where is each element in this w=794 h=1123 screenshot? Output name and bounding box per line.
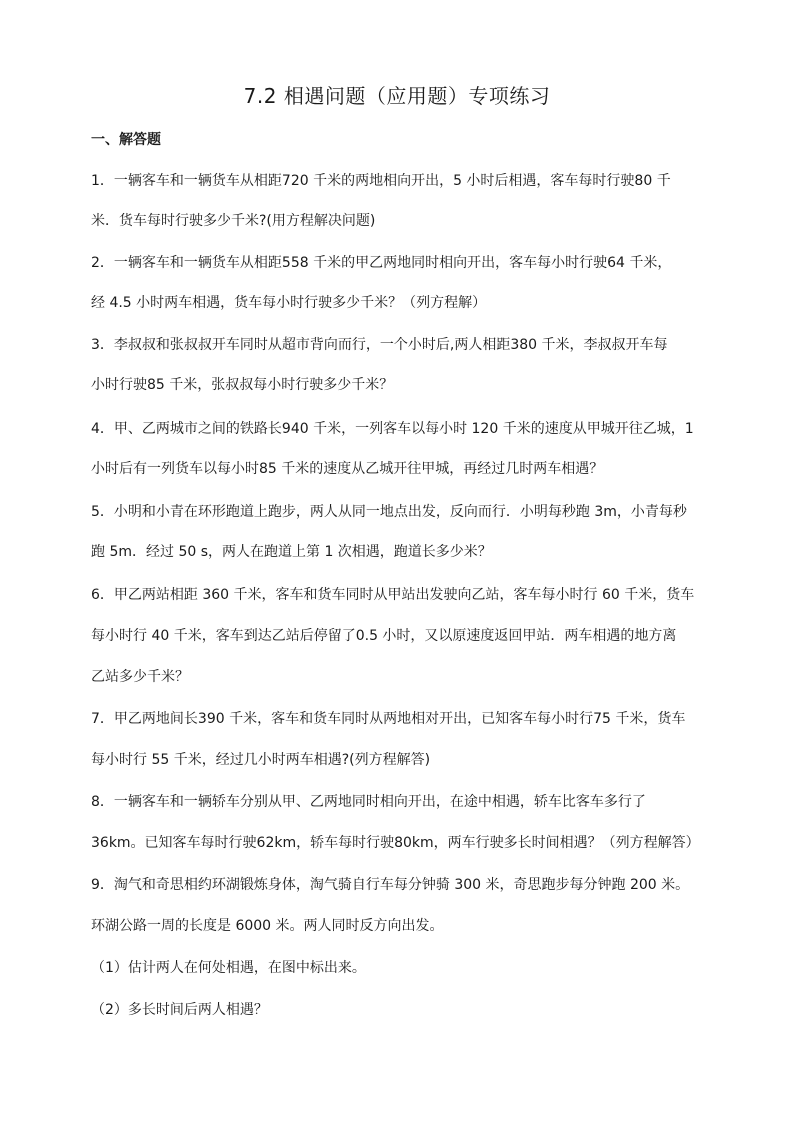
question-2-line-2: 经 4.5 小时两车相遇，货车每小时行驶多少千米？（列方程解） — [91, 295, 487, 311]
section-heading: 一、解答题 — [91, 132, 161, 148]
question-4-line-1: 4．甲、乙两城市之间的铁路长940 千米，一列客车以每小时 120 千米的速度从甲城开往乙城，1 — [91, 421, 694, 437]
question-2-line-1: 2．一辆客车和一辆货车从相距558 千米的甲乙两地同时相向开出，客车每小时行驶64 千米， — [91, 255, 672, 271]
question-8-line-1: 8．一辆客车和一辆轿车分别从甲、乙两地同时相向开出，在途中相遇，轿车比客车多行了 — [91, 794, 646, 810]
question-3-line-2: 小时行驶85 千米，张叔叔每小时行驶多少千米？ — [91, 377, 394, 393]
question-6-line-1: 6．甲乙两站相距 360 千米，客车和货车同时从甲站出发驶向乙站，客车每小时行 60 千米，货车 — [91, 587, 695, 603]
question-7-line-1: 7．甲乙两地间长390 千米，客车和货车同时从两地相对开出，已知客车每小时行75 千米，货车 — [91, 711, 686, 727]
question-5-line-1: 5．小明和小青在环形跑道上跑步，两人从同一地点出发，反向而行．小明每秒跑 3m，小青每秒 — [91, 504, 687, 520]
question-5-line-2: 跑 5m．经过 50 s，两人在跑道上第 1 次相遇，跑道长多少米？ — [91, 544, 492, 560]
question-4-line-2: 小时后有一列货车以每小时85 千米的速度从乙城开往甲城，再经过几时两车相遇？ — [91, 461, 604, 477]
question-9-line-1: 9．淘气和奇思相约环湖锻炼身体，淘气骑自行车每分钟骑 300 米，奇思跑步每分钟跑 200 米。 — [91, 877, 690, 893]
question-9-sub-1: （1）估计两人在何处相遇，在图中标出来。 — [91, 960, 366, 976]
question-6-line-2: 每小时行 40 千米，客车到达乙站后停留了0.5 小时，又以原速度返回甲站．两车相遇的地方离 — [91, 628, 677, 644]
question-3-line-1: 3．李叔叔和张叔叔开车同时从超市背向而行，一个小时后,两人相距380 千米，李叔叔开车每 — [91, 337, 668, 353]
document-title: 7.2 相遇问题（应用题）专项练习 — [243, 84, 551, 108]
question-9-sub-2: （2）多长时间后两人相遇？ — [91, 1002, 268, 1018]
question-8-line-2: 36km。已知客车每时行驶62km，轿车每时行驶80km，两车行驶多长时间相遇？（列方程解答） — [91, 835, 700, 851]
question-6-line-3: 乙站多少千米？ — [91, 669, 189, 685]
question-1-line-1: 1．一辆客车和一辆货车从相距720 千米的两地相向开出，5 小时后相遇，客车每时行驶80 千 — [91, 173, 671, 189]
question-1-line-2: 米．货车每时行驶多少千米?(用方程解决问题) — [91, 213, 376, 229]
question-7-line-2: 每小时行 55 千米，经过几小时两车相遇?(列方程解答) — [91, 752, 431, 768]
question-9-line-2: 环湖公路一周的长度是 6000 米。两人同时反方向出发。 — [91, 918, 444, 934]
